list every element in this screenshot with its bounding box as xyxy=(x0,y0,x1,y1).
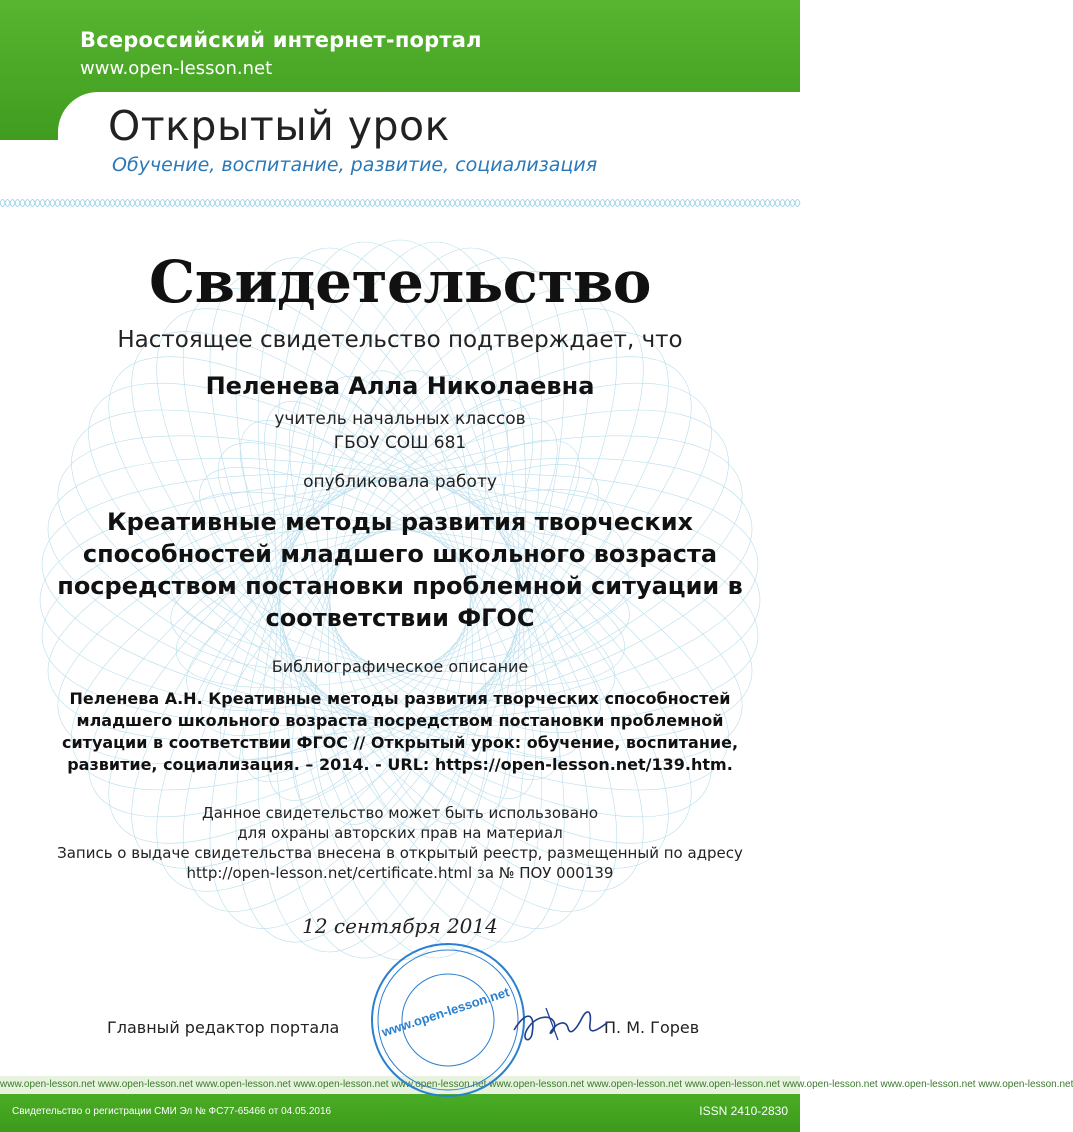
notice-line: для охраны авторских прав на материал xyxy=(237,824,563,842)
work-title-line: соответствии ФГОС xyxy=(265,604,535,632)
portal-title: Всероссийский интернет-портал xyxy=(80,28,482,52)
bibliography-line: младшего школьного возраста посредством постановки проблемной xyxy=(76,711,724,730)
bibliography-line: ситуации в соответствии ФГОС // Открытый урок: обучение, воспитание, xyxy=(61,733,739,752)
confirmation-text: Настоящее свидетельство подтверждает, что xyxy=(117,327,683,353)
decorative-band xyxy=(0,196,800,210)
recipient-school: ГБОУ СОШ 681 xyxy=(333,433,467,453)
portal-stamp xyxy=(368,940,528,1100)
work-title-line: Креативные методы развития творческих xyxy=(107,508,693,536)
recipient-name: Пеленева Алла Николаевна xyxy=(205,372,595,400)
portal-url: www.open-lesson.net xyxy=(80,58,273,79)
published-text: опубликовала работу xyxy=(303,472,497,492)
notice-line: http://open-lesson.net/certificate.html за № ПОУ 000139 xyxy=(186,864,614,882)
logo-title: Открытый урок xyxy=(108,102,450,150)
bibliography-label: Библиографическое описание xyxy=(271,657,529,676)
certificate-title: Свидетельство xyxy=(149,248,651,316)
issn-number: ISSN 2410-2830 xyxy=(699,1104,788,1118)
notice-line: Данное свидетельство может быть использовано xyxy=(201,804,599,822)
logo-tagline: Обучение, воспитание, развитие, социализация xyxy=(112,154,598,176)
editor-signature xyxy=(506,1000,616,1050)
usage-notice xyxy=(0,803,800,883)
work-title-line: способностей младшего школьного возраста xyxy=(82,540,718,568)
registration-info: Свидетельство о регистрации СМИ Эл № ФС77-65466 от 04.05.2016 xyxy=(12,1106,332,1117)
bibliography-line: развитие, социализация. – 2014. - URL: https://open-lesson.net/139.htm. xyxy=(67,755,733,774)
work-title-line: посредством постановки проблемной ситуации в xyxy=(57,572,743,600)
recipient-position: учитель начальных классов xyxy=(274,409,526,429)
editor-label: Главный редактор портала xyxy=(107,1018,340,1037)
editor-name: П. М. Горев xyxy=(604,1018,700,1037)
footer-url-text: www.open-lesson.net www.open-lesson.net www.open-lesson.net www.open-lesson.net www.open-lesson.net www.open-lesson.net www.open-lesson.net www.open-lesson.net www.open-lesson.net www.open-lesson.net www.open-lesson.net xyxy=(0,1079,1073,1090)
issue-date: 12 сентября 2014 xyxy=(302,914,498,938)
work-title xyxy=(0,506,800,634)
svg-text:www.open-lesson.net: www.open-lesson.net xyxy=(379,984,512,1040)
bibliography-text xyxy=(0,688,800,776)
notice-line: Запись о выдаче свидетельства внесена в открытый реестр, размещенный по адресу xyxy=(57,844,743,862)
bibliography-line: Пеленева А.Н. Креативные методы развития творческих способностей xyxy=(69,689,731,708)
